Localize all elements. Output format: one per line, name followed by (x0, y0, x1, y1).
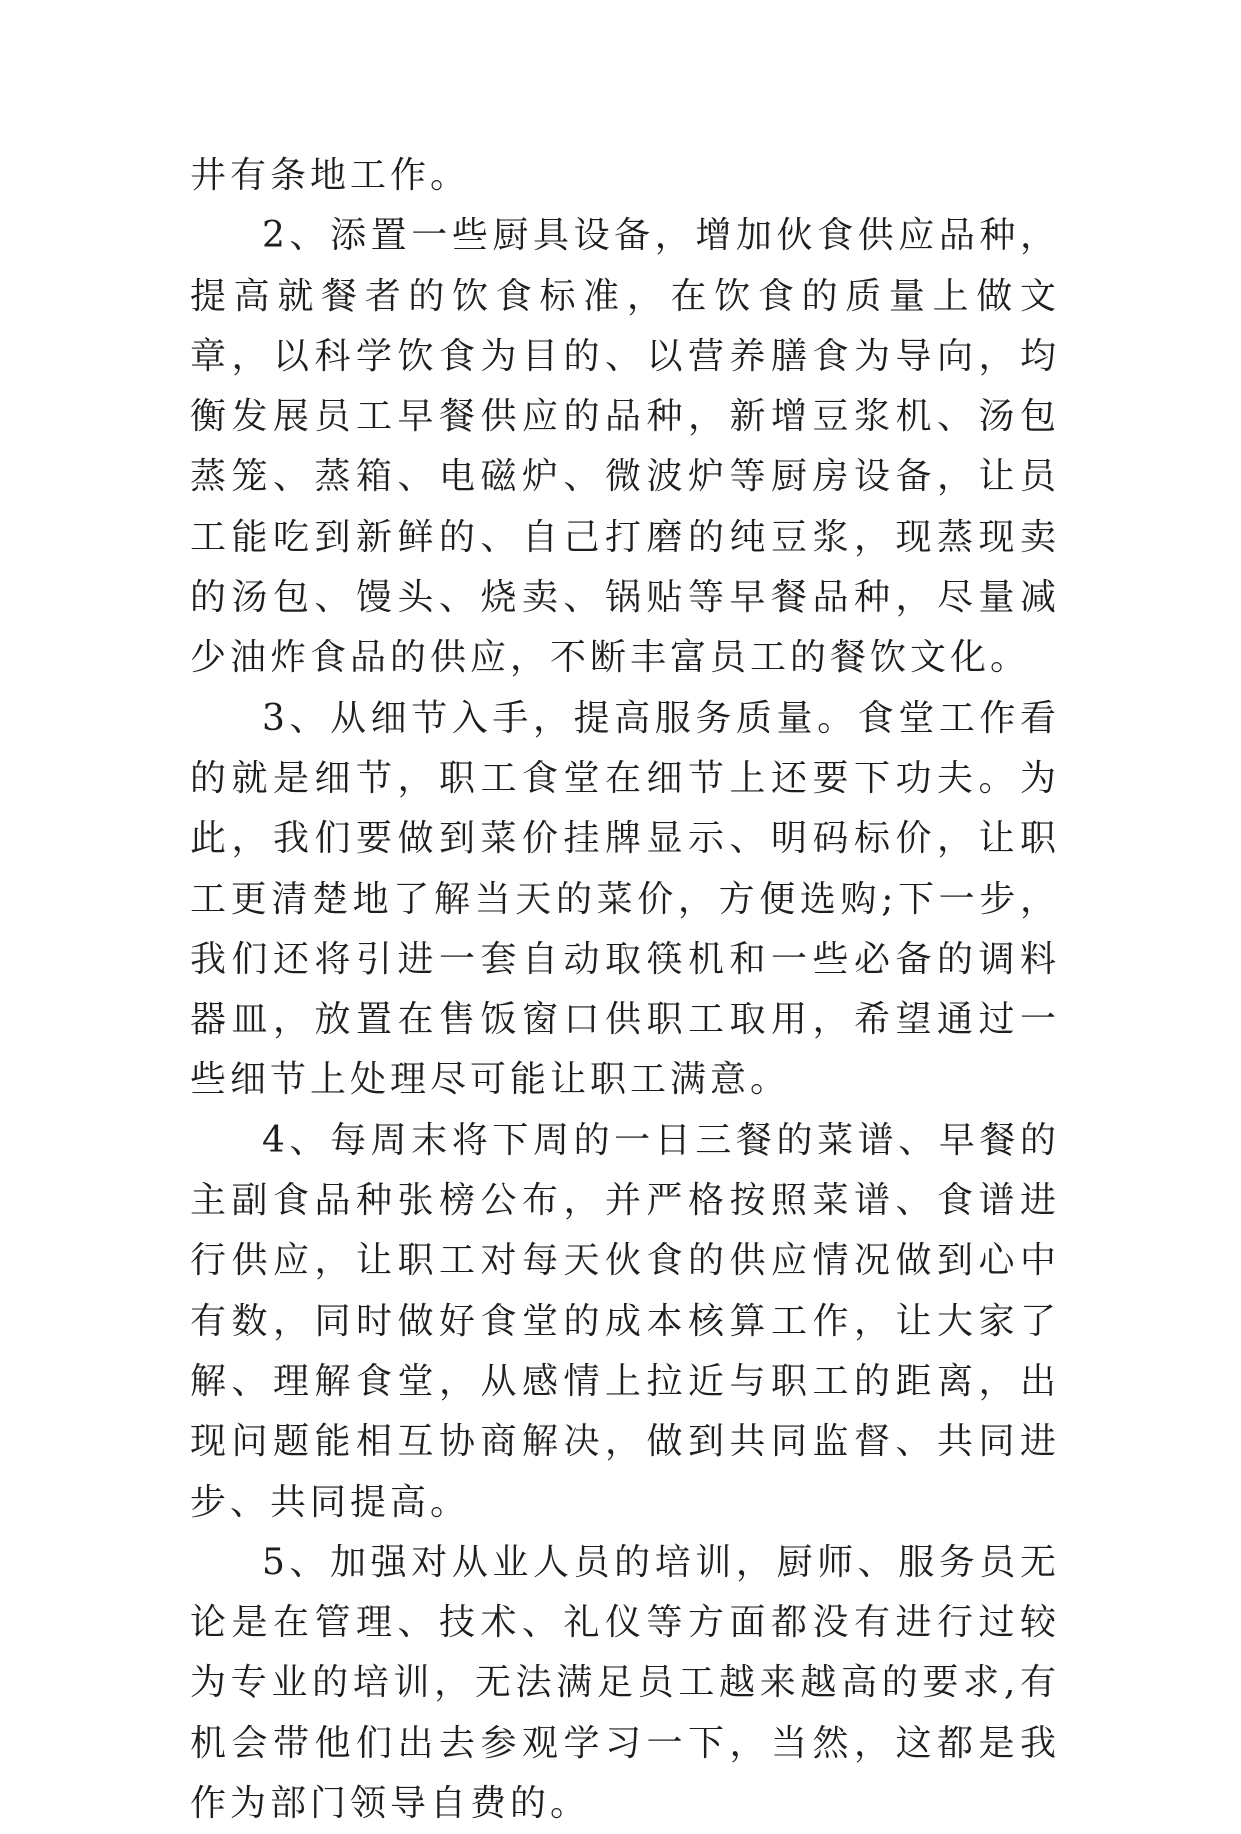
paragraph-continuation: 井有条地工作。 (190, 155, 471, 196)
paragraph-item-4: 4、每周末将下周的一日三餐的菜谱、早餐的主副食品种张榜公布，并严格按照菜谱、食谱进行供应，让职工对每天伙食的供应情况做到心中有数，同时做好食堂的成本核算工作，让大家了解、理解食堂，从感情上拉近与职工的距离，出现问题能相互协商解决，做到共同监督、共同进步、共同提高。 (190, 1119, 1060, 1523)
document-page (190, 146, 1060, 1834)
paragraph-item-5: 5、加强对从业人员的培训，厨师、服务员无论是在管理、技术、礼仪等方面都没有进行过较为专业的培训，无法满足员工越来越高的要求,有机会带他们出去参观学习一下，当然，这都是我作为部门领导自费的。 (190, 1541, 1060, 1825)
paragraph-item-3: 3、从细节入手，提高服务质量。食堂工作看的就是细节，职工食堂在细节上还要下功夫。为此，我们要做到菜价挂牌显示、明码标价，让职工更清楚地了解当天的菜价，方便选购;下一步，我们还将引进一套自动取筷机和一些必备的调料器皿，放置在售饭窗口供职工取用，希望通过一些细节上处理尽可能让职工满意。 (190, 697, 1060, 1101)
paragraph-item-2: 2、添置一些厨具设备，增加伙食供应品种，提高就餐者的饮食标准，在饮食的质量上做文章，以科学饮食为目的、以营养膳食为导向，均衡发展员工早餐供应的品种，新增豆浆机、汤包蒸笼、蒸箱、电磁炉、微波炉等厨房设备，让员工能吃到新鲜的、自己打磨的纯豆浆，现蒸现卖的汤包、馒头、烧卖、锅贴等早餐品种，尽量减少油炸食品的供应，不断丰富员工的餐饮文化。 (190, 215, 1060, 679)
